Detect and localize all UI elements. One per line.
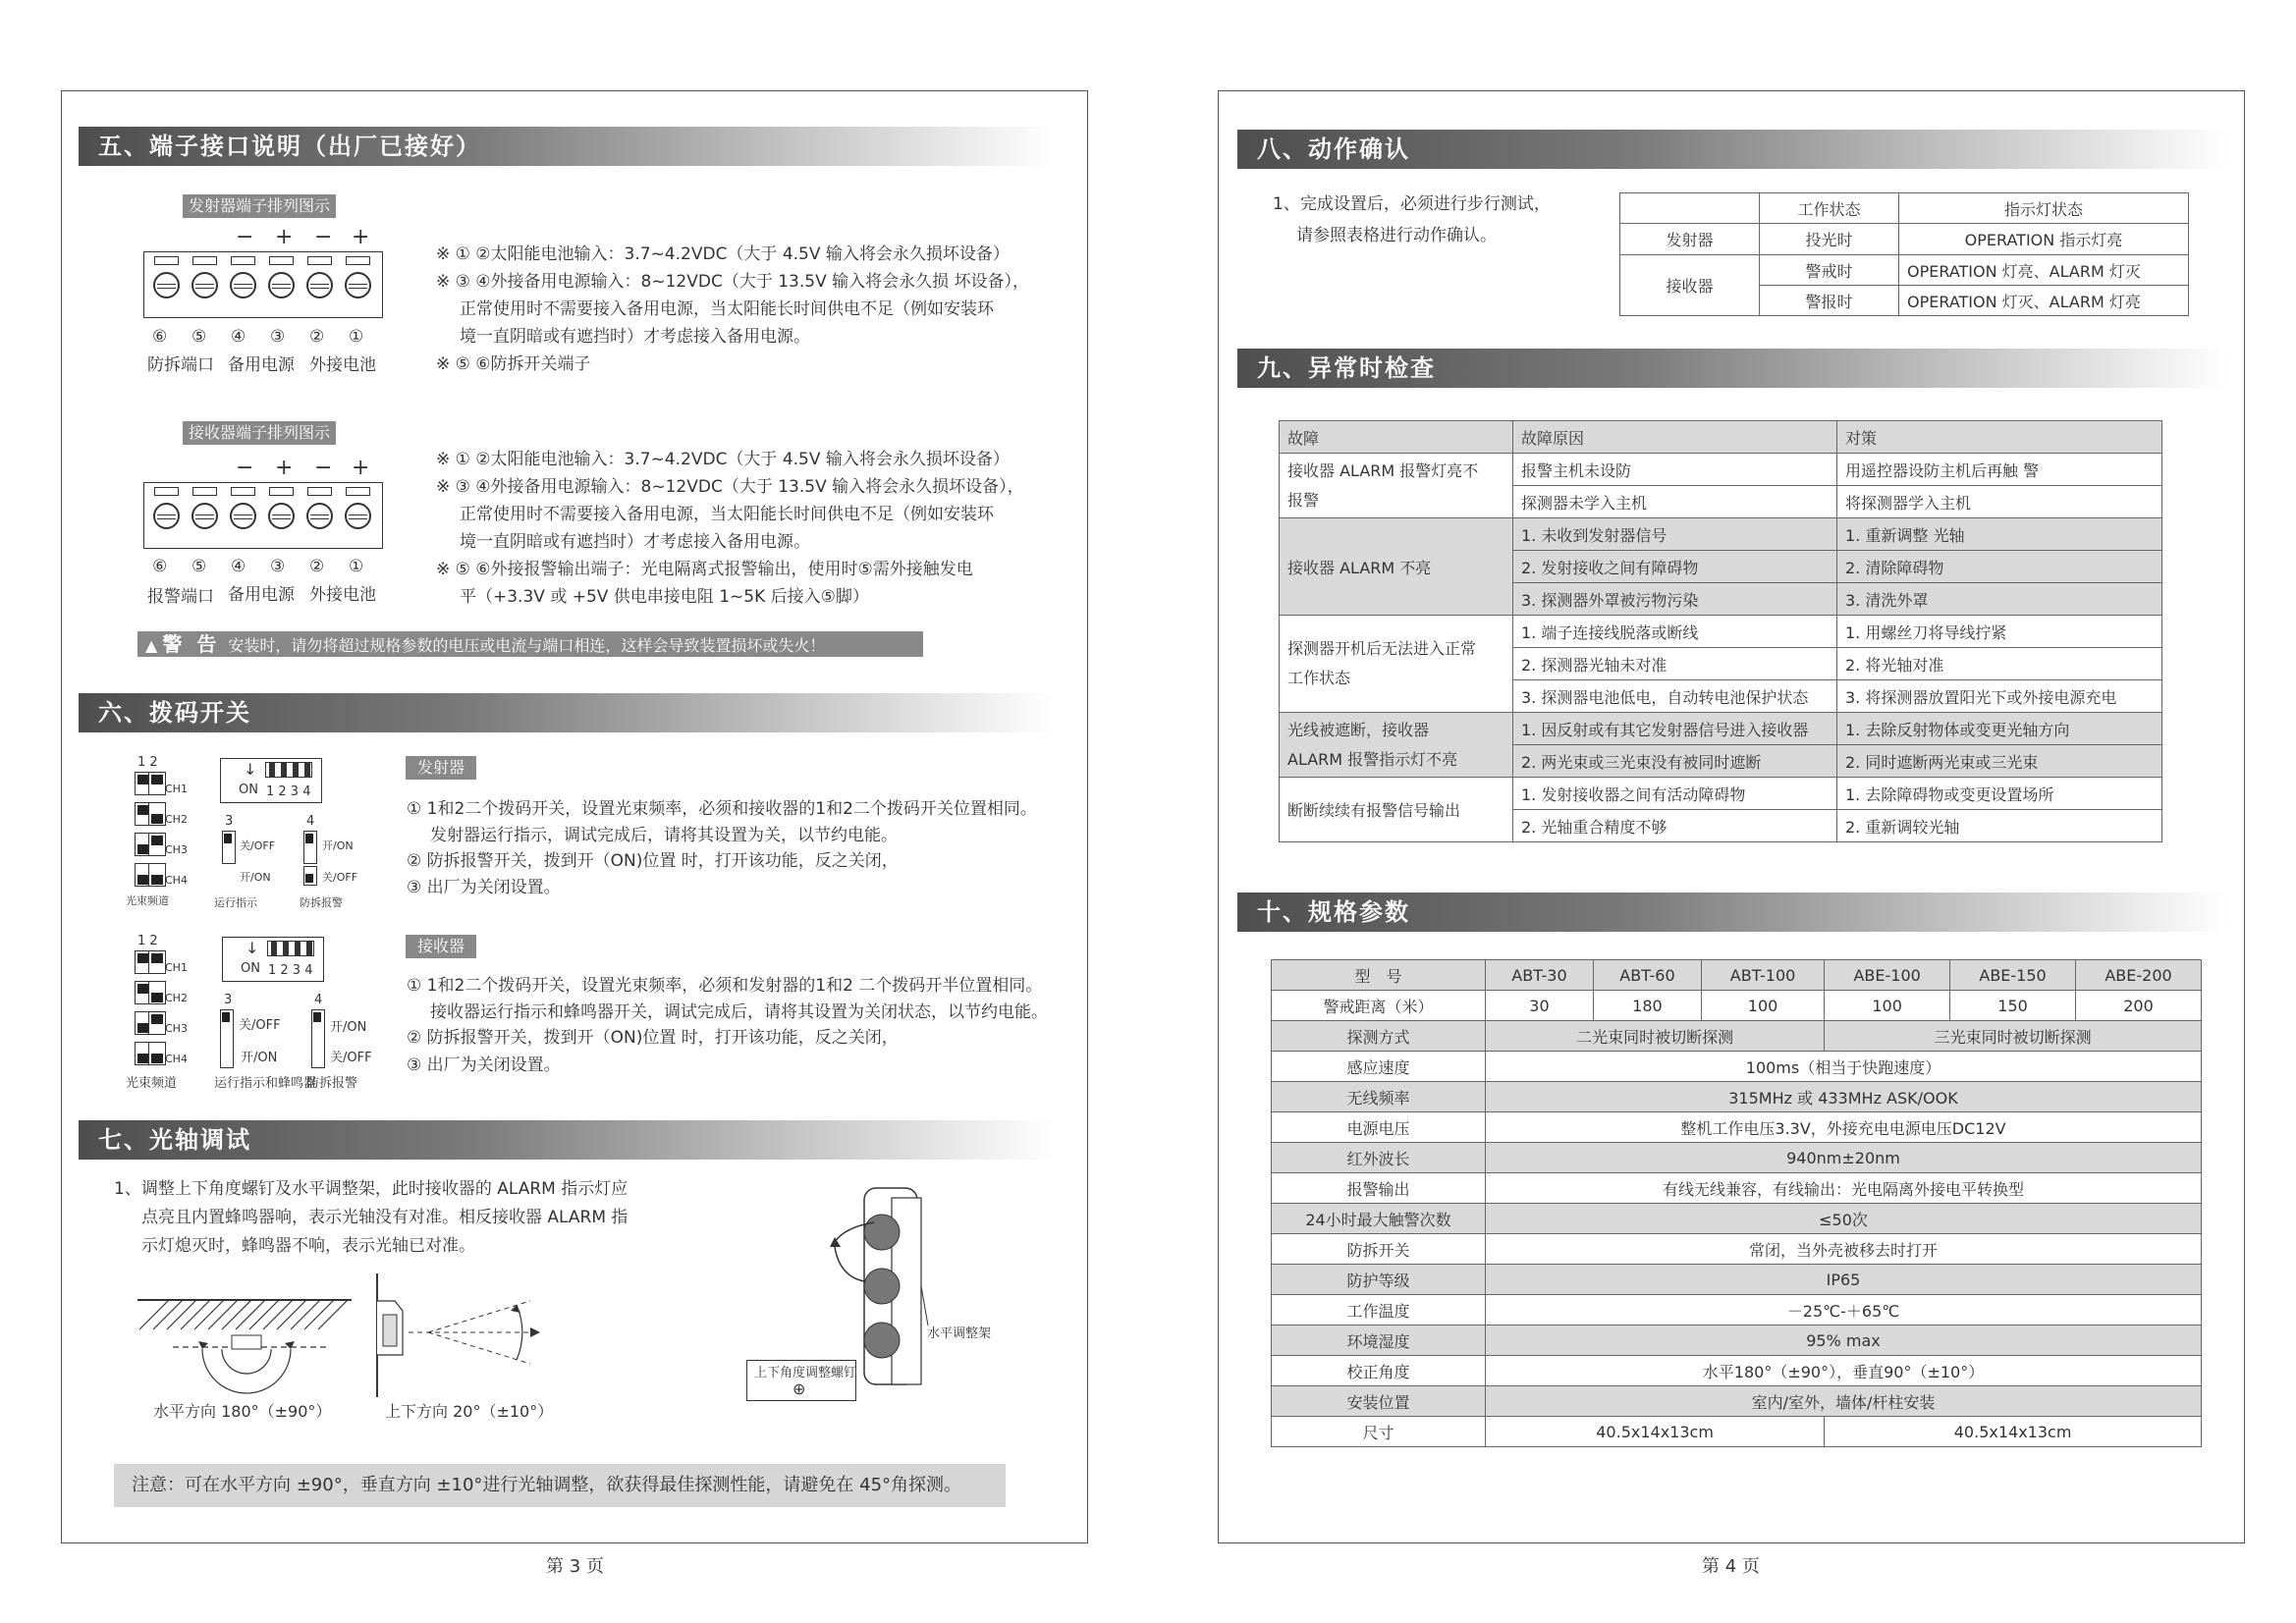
- fault-name: 断断续续有报警信号输出: [1280, 778, 1513, 842]
- spec-value: 水平180°（±90°），垂直90°（±10°）: [1486, 1356, 2202, 1386]
- screw-icon: [230, 503, 256, 529]
- dip-cols: 1 2: [137, 755, 158, 770]
- dip-switch: [148, 772, 166, 795]
- fault-line: 工作状态: [1287, 669, 1351, 687]
- action-cell: 接收器: [1620, 255, 1760, 316]
- spec-value: 整机工作电压3.3V，外接充电电源电压DC12V: [1486, 1112, 2202, 1143]
- dip-nums: 1 2 3 4: [266, 784, 311, 799]
- dip-mini: [267, 941, 314, 956]
- ch-label: CH4: [165, 874, 188, 887]
- action-cell: 警报时: [1760, 286, 1899, 316]
- vertical-label: 上下方向 20°（±10°）: [385, 1402, 554, 1421]
- dip-nums: 1 2 3 4: [268, 963, 313, 978]
- spec-dist: 150: [1950, 991, 2076, 1021]
- screw-icon: [306, 503, 333, 529]
- dip-switch: [148, 981, 166, 1004]
- dip-switch: [148, 802, 166, 826]
- spec-label: 24小时最大触警次数: [1272, 1204, 1486, 1234]
- spec-model: ABT-60: [1593, 960, 1701, 991]
- fault-fix: 3. 清洗外罩: [1837, 583, 2162, 616]
- emitter-note: 正常使用时不需要接入备用电源，当太阳能长时间供电不足（例如安装环: [460, 299, 994, 319]
- fault-fix: 1. 用螺丝刀将导线拧紧: [1837, 616, 2162, 648]
- spec-value: 常闭，当外壳被移去时打开: [1486, 1234, 2202, 1265]
- page-number: 第 3 页: [546, 1556, 604, 1577]
- terminal-label: 报警端口: [147, 587, 214, 607]
- receiver-terminal-block: [143, 482, 383, 549]
- on-label: 开/ON: [241, 1051, 278, 1065]
- down-arrow-icon: ↓: [246, 939, 259, 957]
- receiver-note: ※ ③ ④外接备用电源输入：8~12VDC（大于 13.5V 输入将会永久损坏设备），: [436, 477, 1024, 497]
- spec-dist: 180: [1593, 991, 1701, 1021]
- fault-name: [1280, 454, 1513, 518]
- emitter-dip-line: 发射器运行指示，调试完成后，请将其设置为关，以节约电能。: [430, 826, 898, 845]
- dip-run-label: 运行指示和蜂鸣器: [214, 1076, 317, 1091]
- terminal-label: 外接电池: [309, 355, 376, 375]
- dip-switch: [148, 833, 166, 856]
- emitter-note: 境一直阴暗或有遮挡时）才考虑接入备用电源。: [460, 327, 810, 347]
- spec-value: ≤50次: [1486, 1204, 2202, 1234]
- dip-beam-label: 光束频道: [126, 894, 169, 907]
- dip-num-3: 3: [225, 814, 234, 829]
- screw-icon: [191, 272, 218, 298]
- action-head: 指示灯状态: [1899, 193, 2189, 224]
- spec-label: 工作温度: [1272, 1295, 1486, 1325]
- section-9-title: 九、异常时检查: [1237, 349, 2229, 388]
- dip-switch: [303, 866, 317, 886]
- pm-label: −: [314, 456, 333, 480]
- spec-dist: 100: [1825, 991, 1950, 1021]
- terminal-num: ⑤: [191, 557, 207, 576]
- emitter-dip-line: ② 防拆报警开关，拨到开（ON)位置 时，打开该功能，反之关闭，: [407, 851, 899, 871]
- section-8-title: 八、动作确认: [1237, 130, 2229, 169]
- spec-value: 有线无线兼容，有线输出：光电隔离外接电平转换型: [1486, 1173, 2202, 1204]
- on-label: 开/ON: [330, 1020, 367, 1035]
- pm-label: +: [275, 225, 294, 249]
- fault-fix: 将探测器学入主机: [1837, 486, 2162, 518]
- terminal-label: 防拆端口: [147, 355, 214, 375]
- spec-label: 防护等级: [1272, 1265, 1486, 1295]
- spec-value: 315MHz 或 433MHz ASK/OOK: [1486, 1082, 2202, 1112]
- spec-label: 报警输出: [1272, 1173, 1486, 1204]
- spec-detect: 二光束同时被切断探测: [1486, 1021, 1825, 1052]
- emitter-terminal-block: [143, 251, 383, 318]
- terminal-num: ②: [309, 327, 325, 347]
- action-cell: 发射器: [1620, 224, 1760, 255]
- fault-head: 故障: [1280, 421, 1513, 454]
- off-label: 关/OFF: [322, 871, 358, 884]
- receiver-dip-line: ③ 出厂为关闭设置。: [407, 1055, 561, 1075]
- spec-value: 100ms（相当于快跑速度）: [1486, 1052, 2202, 1082]
- terminal-num: ⑥: [152, 557, 168, 576]
- dip-cols: 1 2: [137, 934, 158, 948]
- dip-num-4: 4: [306, 814, 315, 829]
- spec-label: 型 号: [1272, 960, 1486, 991]
- dip-num-4: 4: [314, 993, 323, 1007]
- receiver-note: 正常使用时不需要接入备用电源，当太阳能长时间供电不足（例如安装环: [460, 505, 994, 524]
- warning-title: 警 告: [162, 632, 221, 656]
- off-label: 关/OFF: [330, 1051, 372, 1065]
- fault-line: 光线被遮断，接收器: [1287, 720, 1430, 739]
- receiver-dip-line: 接收器运行指示和蜂鸣器开关，调试完成后，请将其设置为关闭状态，以节约电能。: [430, 1002, 1048, 1022]
- confirm-line: 1、完成设置后，必须进行步行测试，: [1273, 194, 1551, 214]
- fault-head: 故障原因: [1513, 421, 1837, 454]
- spec-label: 电源电压: [1272, 1112, 1486, 1143]
- vertical-screw-label: 上下角度调整螺钉: [754, 1366, 857, 1380]
- pm-label: −: [236, 456, 254, 480]
- spec-model: ABT-30: [1486, 960, 1594, 991]
- fault-fix: 2. 重新调较光轴: [1837, 810, 2162, 842]
- dip-on-label: ON: [241, 961, 260, 976]
- ch-label: CH4: [165, 1053, 188, 1065]
- fault-line: ALARM 报警指示灯不亮: [1287, 749, 1458, 769]
- emitter-note: ※ ③ ④外接备用电源输入：8~12VDC（大于 13.5V 输入将会永久损 坏设备），: [436, 272, 1030, 292]
- screw-icon: [268, 272, 295, 298]
- action-cell: 投光时: [1760, 224, 1899, 255]
- spec-detect: 三光束同时被切断探测: [1825, 1021, 2202, 1052]
- fault-cause: 3. 探测器电池低电，自动转电池保护状态: [1513, 680, 1837, 713]
- spec-value: 95% max: [1486, 1325, 2202, 1356]
- warning-banner: [137, 631, 923, 657]
- action-head: 工作状态: [1760, 193, 1899, 224]
- fault-fix: 1. 去除反射物体或变更光轴方向: [1837, 713, 2162, 745]
- on-label: 开/ON: [240, 871, 271, 884]
- section-7-title: 七、光轴调试: [79, 1120, 1056, 1160]
- spec-value: 940nm±20nm: [1486, 1143, 2202, 1173]
- spec-label: 探测方式: [1272, 1021, 1486, 1052]
- page-number: 第 4 页: [1702, 1556, 1760, 1577]
- dip-switch: [148, 1011, 166, 1035]
- terminal-num: ④: [231, 327, 246, 347]
- receiver-note: ※ ⑤ ⑥外接报警输出端子：光电隔离式报警输出，使用时⑤需外接触发电: [436, 560, 973, 579]
- action-head: [1620, 193, 1760, 224]
- warning-icon: ▲: [145, 636, 158, 655]
- receiver-dip-tag: 接收器: [406, 935, 476, 958]
- ch-label: CH3: [165, 1022, 188, 1035]
- fault-cause: 2. 探测器光轴未对准: [1513, 648, 1837, 680]
- fault-line: 探测器开机后无法进入正常: [1287, 639, 1477, 658]
- fault-name: 接收器 ALARM 不亮: [1280, 518, 1513, 616]
- action-table: [1619, 192, 2189, 316]
- dip-switch: [311, 1009, 325, 1068]
- spec-label: 红外波长: [1272, 1143, 1486, 1173]
- horizontal-angle-diagram: [134, 1286, 359, 1404]
- receiver-note: 境一直阴暗或有遮挡时）才考虑接入备用电源。: [460, 532, 810, 552]
- dip-beam-label: 光束频道: [126, 1076, 178, 1091]
- fault-line: 接收器 ALARM 报警灯亮不: [1287, 460, 1479, 480]
- dip-run-label: 运行指示: [214, 896, 257, 909]
- pm-label: +: [275, 456, 294, 480]
- fault-fix: 1. 去除障碍物或变更设置场所: [1837, 778, 2162, 810]
- dip-on-label: ON: [239, 783, 258, 797]
- fault-cause: 1. 未收到发射器信号: [1513, 518, 1837, 551]
- fault-head: 对策: [1837, 421, 2162, 454]
- fault-fix: 用遥控器设防主机后再触 警: [1837, 454, 2162, 486]
- spec-label: 尺寸: [1272, 1417, 1486, 1447]
- pm-label: +: [352, 225, 370, 249]
- ch-label: CH1: [165, 783, 188, 795]
- confirm-line: 请参照表格进行动作确认。: [1296, 226, 1497, 245]
- spec-dist: 200: [2076, 991, 2202, 1021]
- fault-cause: 1. 端子连接线脱落或断线: [1513, 616, 1837, 648]
- terminal-label: 备用电源: [228, 355, 295, 375]
- receiver-dip-line: ② 防拆报警开关，拨到开（ON)位置 时，打开该功能，反之关闭，: [407, 1028, 899, 1048]
- screw-icon: [268, 503, 295, 529]
- spec-table: [1271, 959, 2202, 1447]
- dip-num-3: 3: [224, 993, 233, 1007]
- terminal-label: 外接电池: [309, 585, 376, 605]
- spec-label: 环境湿度: [1272, 1325, 1486, 1356]
- ch-label: CH3: [165, 843, 188, 856]
- terminal-num: ⑤: [191, 327, 207, 347]
- emitter-dip-line: ① 1和2二个拨码开关，设置光束频率，必须和接收器的1和2二个拨码开关位置相同。: [407, 799, 1037, 819]
- receiver-note: ※ ① ②太阳能电池输入：3.7~4.2VDC（大于 4.5V 输入将会永久损坏设备）: [436, 450, 1010, 469]
- emitter-dip-line: ③ 出厂为关闭设置。: [407, 878, 561, 897]
- terminal-label: 备用电源: [228, 585, 295, 605]
- dip-switch: [148, 950, 166, 974]
- axis-line: 1、调整上下角度螺钉及水平调整架，此时接收器的 ALARM 指示灯应: [114, 1179, 629, 1199]
- screw-icon: [153, 503, 180, 529]
- fault-line: 报警: [1287, 490, 1320, 510]
- warning-text: 安装时，请勿将超过规格参数的电压或电流与端口相连，这样会导致装置损坏或失火！: [228, 636, 826, 655]
- emitter-note: ※ ⑤ ⑥防拆开关端子: [436, 354, 591, 374]
- spec-label: 校正角度: [1272, 1356, 1486, 1386]
- spec-value: －25℃-＋65℃: [1486, 1295, 2202, 1325]
- terminal-num: ③: [270, 327, 286, 347]
- terminal-num: ⑥: [152, 327, 168, 347]
- fault-fix: 2. 将光轴对准: [1837, 648, 2162, 680]
- section-5-title: 五、端子接口说明（出厂已接好）: [79, 127, 1056, 166]
- screw-icon: [345, 272, 371, 298]
- emitter-terminal-tag: 发射器端子排列图示: [183, 194, 336, 218]
- off-label: 关/OFF: [240, 839, 276, 852]
- spec-label: 感应速度: [1272, 1052, 1486, 1082]
- fault-name: [1280, 616, 1513, 713]
- spec-model: ABE-100: [1825, 960, 1950, 991]
- receiver-dip-line: ① 1和2二个拨码开关，设置光束频率，必须和发射器的1和2 二个拨码开半位置相同。: [407, 976, 1043, 996]
- fault-cause: 3. 探测器外罩被污物污染: [1513, 583, 1837, 616]
- spec-label: 无线频率: [1272, 1082, 1486, 1112]
- fault-fix: 3. 将探测器放置阳光下或外接电源充电: [1837, 680, 2162, 713]
- ch-label: CH2: [165, 813, 188, 826]
- spec-model: ABE-150: [1950, 960, 2076, 991]
- vertical-angle-diagram: [373, 1271, 550, 1399]
- fault-cause: 报警主机未设防: [1513, 454, 1837, 486]
- dip-switch: [222, 831, 236, 864]
- spec-size: 40.5x14x13cm: [1825, 1417, 2202, 1447]
- spec-size: 40.5x14x13cm: [1486, 1417, 1825, 1447]
- axis-line: 点亮且内置蜂鸣器响，表示光轴没有对准。相反接收器 ALARM 指: [141, 1208, 629, 1227]
- spec-model: ABE-200: [2076, 960, 2202, 991]
- terminal-num: ①: [349, 557, 364, 576]
- fault-cause: 1. 发射接收器之间有活动障碍物: [1513, 778, 1837, 810]
- terminal-num: ④: [231, 557, 246, 576]
- dip-switch: [148, 863, 166, 887]
- ch-label: CH1: [165, 961, 188, 974]
- action-cell: 警戒时: [1760, 255, 1899, 286]
- spec-label: 防拆开关: [1272, 1234, 1486, 1265]
- dip-tamper-label: 防拆报警: [306, 1076, 358, 1091]
- spec-value: IP65: [1486, 1265, 2202, 1295]
- fault-fix: 2. 同时遮断两光束或三光束: [1837, 745, 2162, 778]
- down-arrow-icon: ↓: [244, 760, 257, 779]
- emitter-dip-tag: 发射器: [406, 756, 476, 780]
- emitter-note: ※ ① ②太阳能电池输入：3.7~4.2VDC（大于 4.5V 输入将会永久损坏设备）: [436, 244, 1010, 264]
- horizontal-adjust-label: 水平调整架: [927, 1326, 992, 1341]
- dip-tamper-label: 防拆报警: [300, 896, 343, 909]
- receiver-terminal-tag: 接收器端子排列图示: [183, 421, 336, 445]
- screw-icon: [230, 272, 256, 298]
- pm-label: +: [352, 456, 370, 480]
- action-cell: OPERATION 指示灯亮: [1899, 224, 2189, 255]
- dip-mini: [265, 762, 312, 778]
- fault-name: [1280, 713, 1513, 778]
- terminal-num: ①: [349, 327, 364, 347]
- ch-label: CH2: [165, 992, 188, 1004]
- terminal-num: ③: [270, 557, 286, 576]
- section-6-title: 六、拨码开关: [79, 693, 1056, 732]
- on-label: 开/ON: [322, 839, 354, 852]
- axis-note: 注意：可在水平方向 ±90°，垂直方向 ±10°进行光轴调整，欲获得最佳探测性能，请避免在 45°角探测。: [114, 1464, 1006, 1507]
- fault-cause: 2. 光轴重合精度不够: [1513, 810, 1837, 842]
- fault-fix: 1. 重新调整 光轴: [1837, 518, 2162, 551]
- screw-icon: [191, 503, 218, 529]
- horizontal-label: 水平方向 180°（±90°）: [153, 1402, 332, 1421]
- spec-label: 警戒距离（米）: [1272, 991, 1486, 1021]
- axis-line: 示灯熄灭时，蜂鸣器不响，表示光轴已对准。: [141, 1236, 475, 1256]
- screw-icon: [306, 272, 333, 298]
- spec-label: 安装位置: [1272, 1386, 1486, 1417]
- spec-dist: 30: [1486, 991, 1594, 1021]
- spec-dist: 100: [1701, 991, 1824, 1021]
- fault-cause: 2. 两光束或三光束没有被同时遮断: [1513, 745, 1837, 778]
- pm-label: −: [236, 225, 254, 249]
- section-10-title: 十、规格参数: [1237, 893, 2229, 932]
- action-cell: OPERATION 灯亮、ALARM 灯灭: [1899, 255, 2189, 286]
- dip-switch: [148, 1042, 166, 1065]
- terminal-num: ②: [309, 557, 325, 576]
- fault-fix: 2. 清除障碍物: [1837, 551, 2162, 583]
- dip-switch: [303, 831, 317, 864]
- fault-cause: 1. 因反射或有其它发射器信号进入接收器: [1513, 713, 1837, 745]
- spec-value: 室内/室外，墙体/杆柱安装: [1486, 1386, 2202, 1417]
- screw-circle-icon: ⊕: [793, 1380, 806, 1398]
- action-cell: OPERATION 灯灭、ALARM 灯亮: [1899, 286, 2189, 316]
- fault-cause: 2. 发射接收之间有障碍物: [1513, 551, 1837, 583]
- receiver-note: 平（+3.3V 或 +5V 供电串接电阻 1~5K 后接入⑤脚）: [460, 587, 869, 607]
- spec-model: ABT-100: [1701, 960, 1824, 991]
- fault-table: [1279, 420, 2162, 842]
- off-label: 关/OFF: [239, 1018, 281, 1033]
- dip-switch: [220, 1009, 234, 1068]
- pm-label: −: [314, 225, 333, 249]
- fault-cause: 探测器未学入主机: [1513, 486, 1837, 518]
- screw-icon: [345, 503, 371, 529]
- screw-icon: [153, 272, 180, 298]
